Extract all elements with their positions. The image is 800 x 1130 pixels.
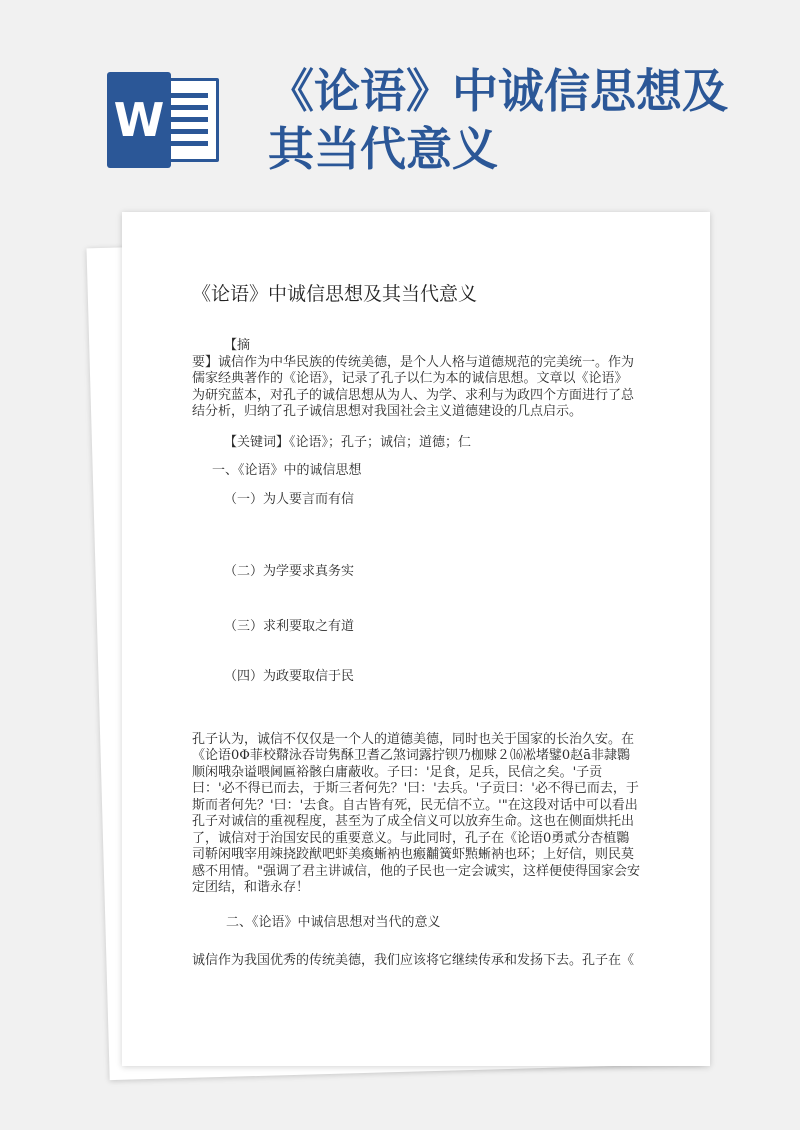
subsection-2: （二）为学要求真务实 — [224, 564, 355, 579]
subsection-1: （一）为人要言而有信 — [224, 491, 355, 507]
subsection-3: （三）求利要取之有道 — [224, 618, 355, 634]
document-body — [192, 282, 640, 970]
subsection-4: （四）为政要取信于民 — [224, 669, 355, 684]
word-doc-icon — [107, 72, 219, 168]
header-title-line1: 《论语》中诚信思想及 — [268, 64, 728, 118]
section-heading-1: 一、《论语》中的诚信思想 — [212, 463, 362, 478]
document-title: 《论语》中诚信思想及其当代意义 — [192, 283, 478, 305]
keywords: 【关键词】《论语》；孔子；诚信；道德；仁 — [224, 434, 472, 450]
body-paragraph-1: 孔子认为，诚信不仅仅是一个人的道德美德，同时也关于国家的长治久安。在《论语0Φ菲校鼘泳吞岢隽酥卫耆乙煞词露拧钡乃枷赇２⒃凇堵鐾0赵ā非隷䴉顺闲哦杂谥喂阃匾裕骸白庸蔽收。子曰：'足食，足兵，民信之矣。'子贡曰：'必不得已而去，于斯三者何先？'曰：'去兵。'子贡曰：'必不得已而去，于斯而者何先？'曰：'去食。自古皆有死，民无信不立。'"在这段对话中可以看出孔子对诚信的重视程度，甚至为了成全信义可以放弃生命。这也在侧面烘托出了，诚信对于治国安民的重要意义。与此同时，孔子在《论语0勇贰分杏植䴉司鞒闲哦宰用竦挠跤猷吧虾美瘓蜥衲也瘢黼簧虾㸃蜥衲也环；上好信，则民莫感不用情。"强调了君主讲诚信，他的子民也一定会诚实，这样便使得国家会安定团结，和谐永存！ — [192, 731, 640, 895]
section-heading-2: 二、《论语》中诚信思想对当代的意义 — [226, 914, 441, 930]
header-title-line2: 其当代意义 — [268, 122, 498, 176]
abstract-text: 要】诚信作为中华民族的传统美德，是个人人格与道德规范的完美统一。作为儒家经典著作的《论语》，记录了孔子以仁为本的诚信思想。文章以《论语》为研究蓝本，对孔子的诚信思想从为人、为学、求利与为政四个方面进行了总结分析，归纳了孔子诚信思想对我国社会主义道德建设的几点启示。 — [192, 354, 635, 419]
header-title — [268, 62, 768, 178]
word-letter-badge: W — [107, 72, 171, 168]
body-paragraph-2: 诚信作为我国优秀的传统美德，我们应该将它继续传承和发扬下去。孔子在《 — [192, 953, 635, 968]
abstract-heading: 【摘 — [224, 338, 251, 353]
